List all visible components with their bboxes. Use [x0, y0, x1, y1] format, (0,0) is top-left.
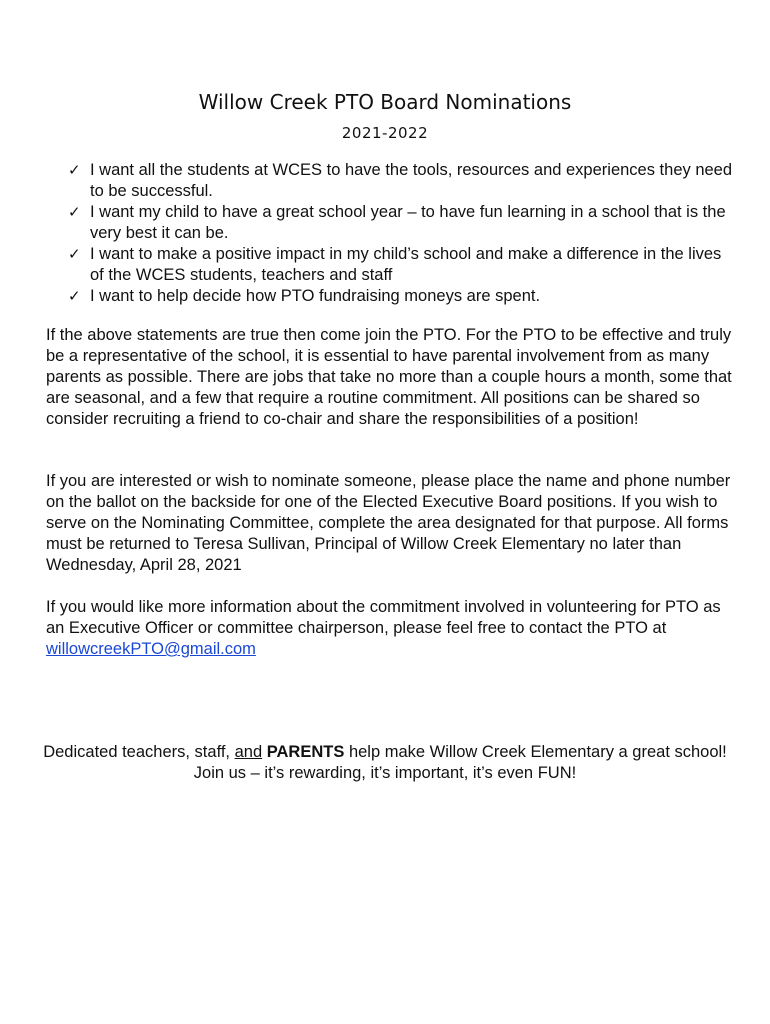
closing-bold-word: PARENTS [266, 743, 345, 761]
nomination-paragraph: If you are interested or wish to nominate someone, please place the name and phone number on the ballot on the backside for one of the Elected Executive Board positions. If you wish to serve on the Nominating Committee, complete the area designated for that purpose. All forms must be returned to Teresa Sullivan, Principal of Willow Creek Elementary no later than Wednesday, April 28, 2021 [46, 472, 731, 574]
checklist-item-text: I want to make a positive impact in my child’s school and make a difference in the lives of the WCES students, teachers and staff [90, 245, 722, 284]
checklist-item [68, 286, 733, 307]
join-paragraph: If the above statements are true then come join the PTO. For the PTO to be effective and truly be a representative of the school, it is essential to have parental involvement from as many parents as possible. There are jobs that take no more than a couple hours a month, some that are seasonal, and a few that require a routine commitment. All positions can be shared so consider recruiting a friend to co-chair and share the responsibilities of a position! [46, 326, 732, 428]
checkmark-icon: ✓ [68, 245, 81, 263]
closing-underlined-word: and [234, 743, 263, 761]
checklist [68, 160, 733, 307]
contact-text: If you would like more information about the commitment involved in volunteering for PTO as an Executive Officer or committee chairperson, please feel free to contact the PTO at [46, 598, 721, 637]
closing-statement [40, 742, 730, 784]
checkmark-icon: ✓ [68, 203, 81, 221]
checklist-item-text: I want to help decide how PTO fundraising moneys are spent. [90, 287, 541, 305]
closing-text-start: Dedicated teachers, staff, [43, 743, 235, 761]
email-link[interactable]: willowcreekPTO@gmail.com [46, 640, 256, 658]
checklist-item-text: I want my child to have a great school year – to have fun learning in a school that is the very best it can be. [90, 203, 726, 242]
checklist-item [68, 160, 733, 202]
checkmark-icon: ✓ [68, 287, 81, 305]
closing-text-end: help make Willow Creek Elementary a great school! Join us – it’s rewarding, it’s important, it’s even FUN! [193, 743, 727, 782]
page-title: Willow Creek PTO Board Nominations [198, 90, 572, 114]
school-year: 2021-2022 [341, 124, 429, 142]
checklist-item [68, 202, 733, 244]
checklist-item [68, 244, 733, 286]
contact-paragraph [46, 597, 736, 660]
checklist-item-text: I want all the students at WCES to have the tools, resources and experiences they need to be successful. [90, 161, 733, 200]
checkmark-icon: ✓ [68, 161, 81, 179]
